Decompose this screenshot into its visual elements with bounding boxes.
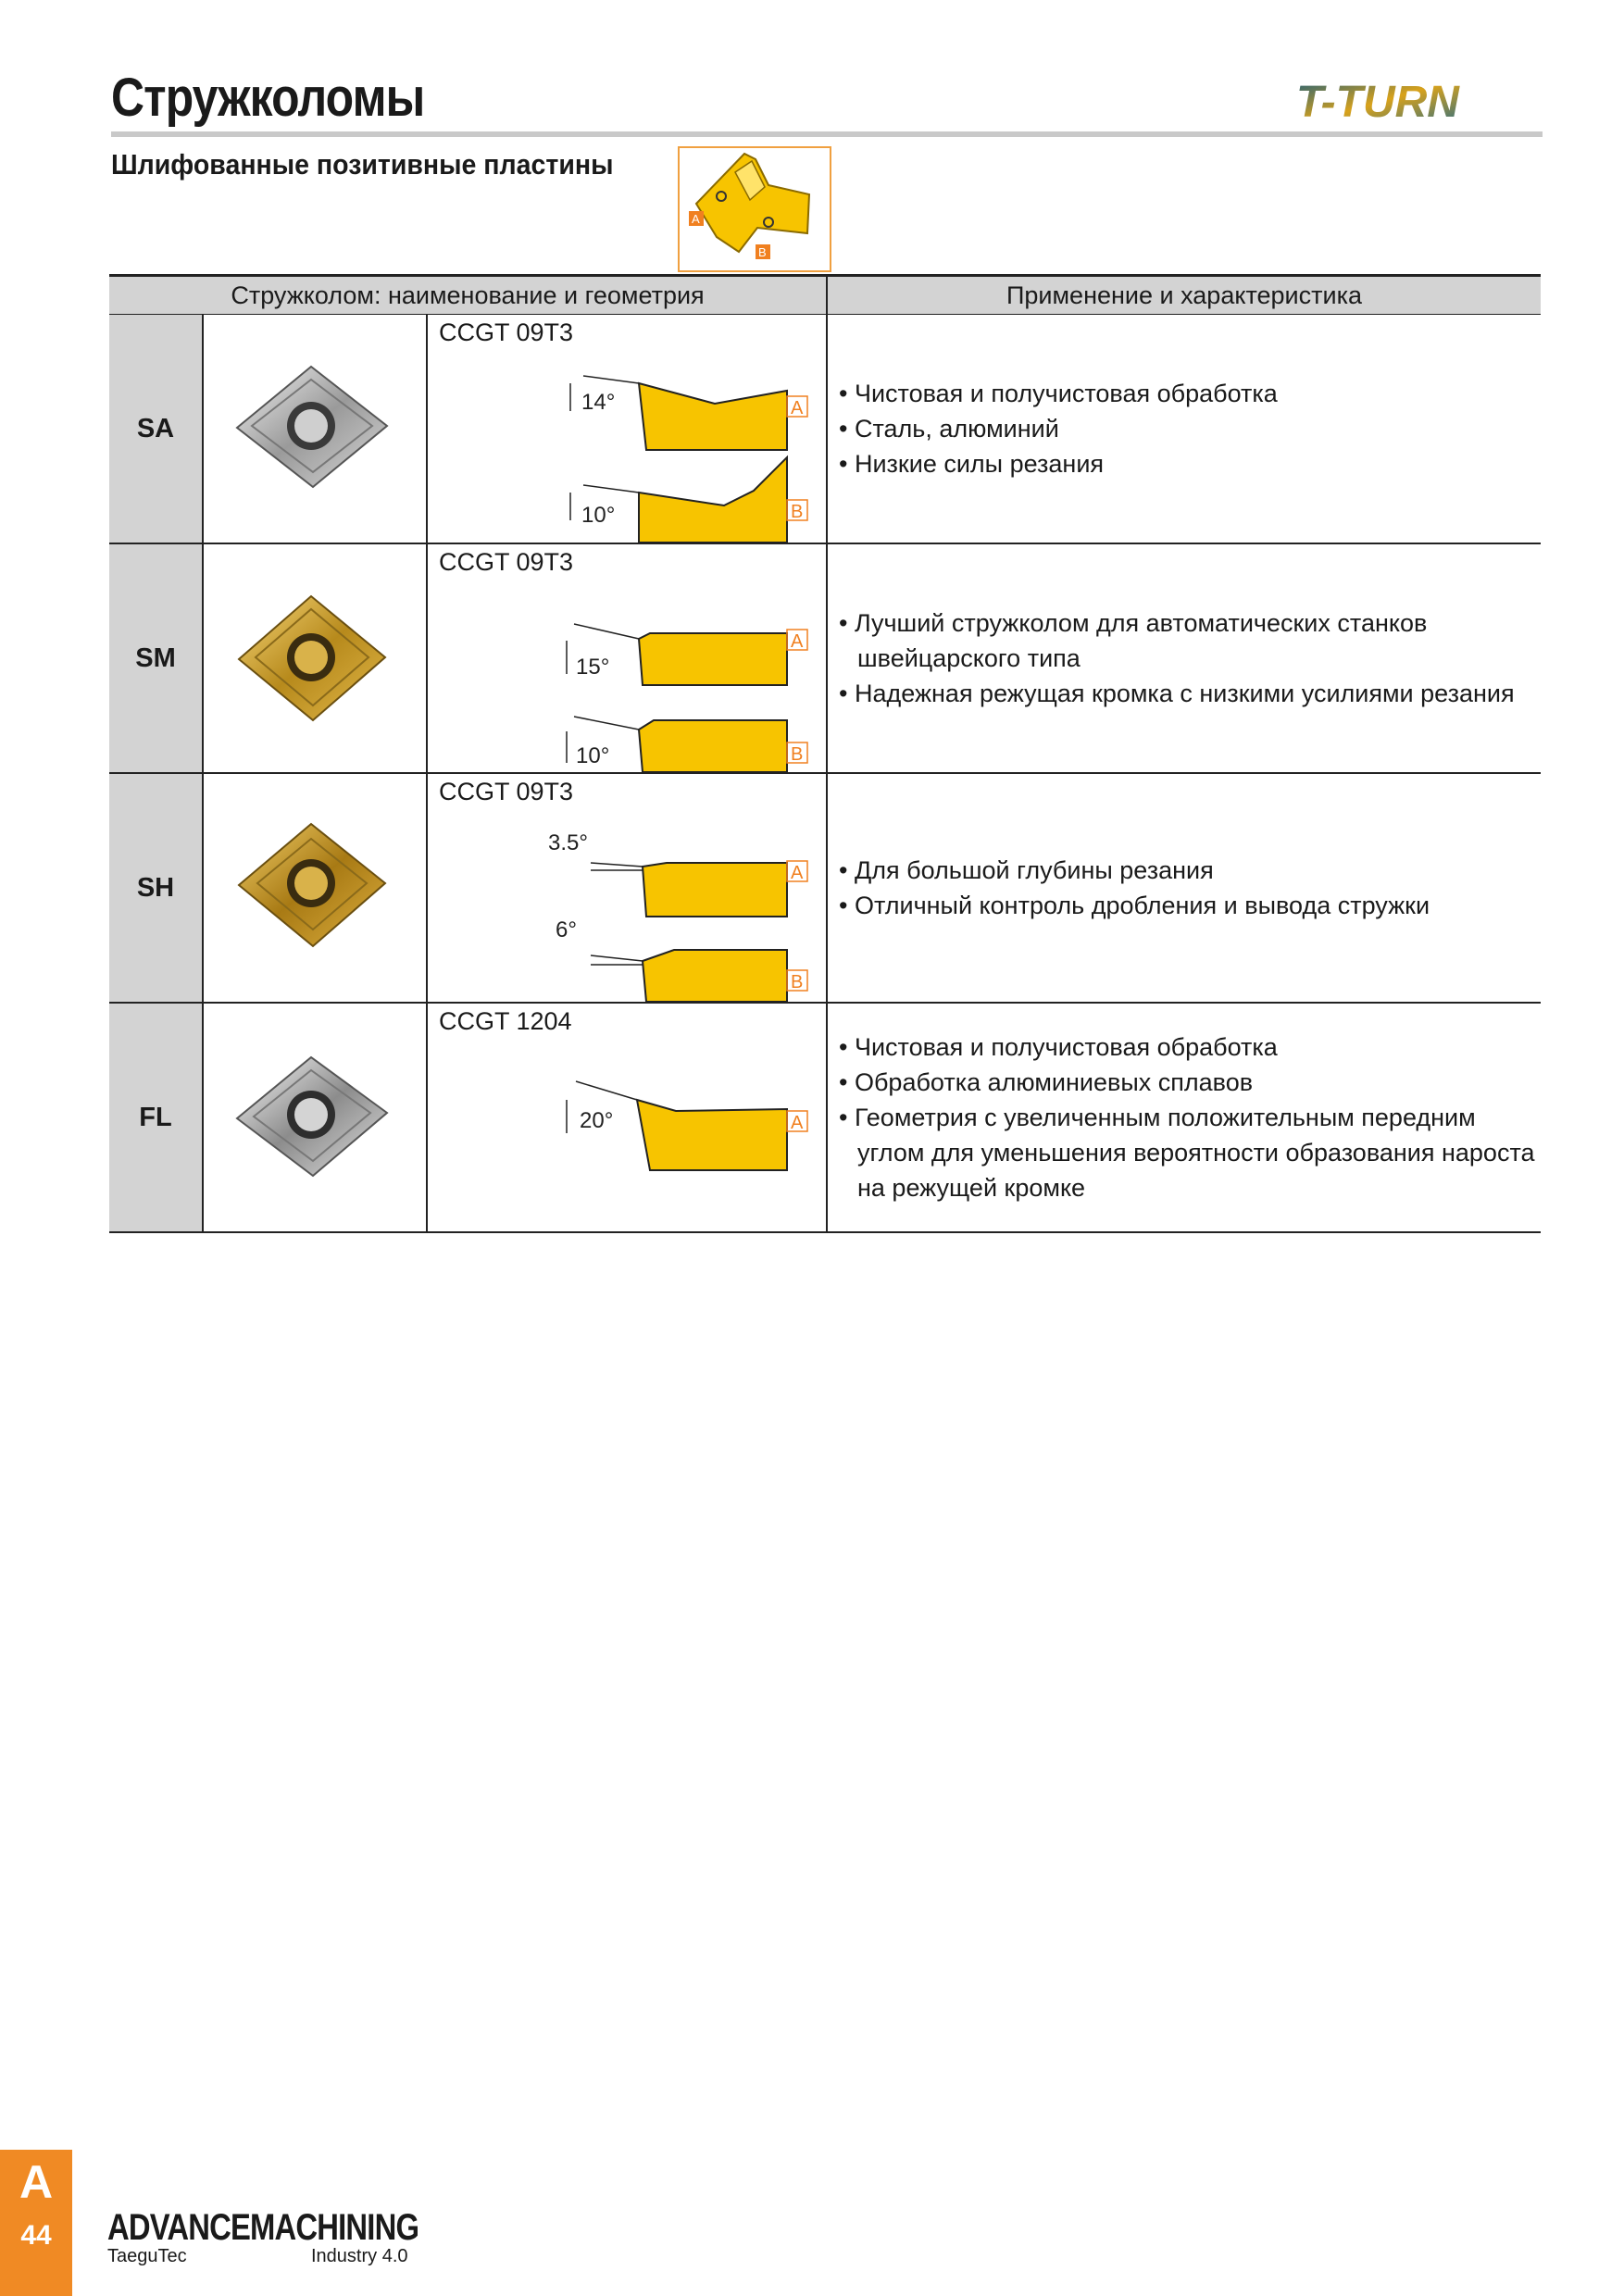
svg-text:A: A: [791, 631, 804, 652]
list-item: • Обработка алюминиевых сплавов: [839, 1065, 1541, 1100]
svg-text:20°: 20°: [580, 1108, 614, 1133]
brand-company: TaeguTec: [107, 2246, 187, 2266]
geometry-section-diagram: [428, 315, 828, 544]
column-header-geometry: Стружколом: наименование и геометрия: [109, 274, 828, 315]
chipbreaker-code: FL: [109, 1004, 204, 1231]
insert-image-cell: [204, 1004, 428, 1231]
application-cell: [828, 1004, 1541, 1231]
geometry-cell: [428, 1004, 828, 1231]
list-item: • Лучший стружколом для автоматических станков швейцарского типа: [839, 605, 1541, 676]
chipbreaker-code: SM: [109, 544, 204, 772]
geometry-cell: [428, 315, 828, 543]
section-letter: A: [19, 2156, 54, 2208]
list-item: • Чистовая и получистовая обработка: [839, 376, 1541, 411]
application-cell: [828, 544, 1541, 772]
application-cell: [828, 315, 1541, 543]
insert-designation: CCGT 1204: [439, 1007, 572, 1035]
gold-insert-icon: [204, 544, 426, 774]
geometry-section-diagram: [428, 1004, 828, 1233]
header-divider: [111, 131, 1543, 137]
svg-text:B: B: [791, 502, 804, 522]
page-tab: [0, 2150, 72, 2296]
column-header-application: Применение и характеристика: [828, 274, 1541, 315]
svg-text:6°: 6°: [556, 917, 577, 942]
list-item: • Сталь, алюминий: [839, 411, 1541, 446]
table-row-fl: [109, 1004, 1541, 1233]
svg-text:3.5°: 3.5°: [548, 830, 588, 855]
silver-insert-icon: [204, 1004, 426, 1233]
silver-insert-icon: [204, 315, 426, 544]
insert-image-cell: [204, 315, 428, 543]
svg-text:A: A: [791, 398, 804, 418]
svg-text:A: A: [692, 212, 700, 226]
insert-designation: CCGT 09T3: [439, 548, 574, 576]
list-item: • Для большой глубины резания: [839, 853, 1541, 888]
svg-text:A: A: [791, 1113, 804, 1133]
geometry-cell: [428, 544, 828, 772]
table-row-sm: [109, 544, 1541, 774]
svg-text:T-TURN: T-TURN: [1296, 78, 1459, 127]
svg-text:10°: 10°: [581, 503, 616, 528]
page-number: 44: [20, 2220, 52, 2251]
chipbreaker-code: SA: [109, 315, 204, 543]
brand-tagline: Industry 4.0: [311, 2246, 408, 2266]
insert-thumbnail: [678, 146, 831, 272]
list-item: • Отличный контроль дробления и вывода стружки: [839, 888, 1541, 923]
svg-text:14°: 14°: [581, 390, 616, 415]
gold-insert-icon: [204, 774, 426, 1004]
svg-text:15°: 15°: [576, 655, 610, 680]
insert-designation: CCGT 09T3: [439, 778, 574, 805]
list-item: • Чистовая и получистовая обработка: [839, 1029, 1541, 1065]
page-title: Стружколомы: [111, 68, 425, 128]
svg-text:B: B: [791, 744, 804, 765]
svg-text:B: B: [791, 972, 804, 992]
insert-image-cell: [204, 544, 428, 772]
list-item: • Геометрия с увеличенным положительным передним углом для уменьшения вероятности образования нароста на режущей кромке: [839, 1100, 1541, 1205]
geometry-cell: [428, 774, 828, 1002]
svg-text:B: B: [758, 245, 767, 259]
geometry-section-diagram: [428, 774, 828, 1004]
list-item: • Низкие силы резания: [839, 446, 1541, 481]
section-subtitle: Шлифованные позитивные пластины: [111, 148, 614, 181]
chipbreaker-code: SH: [109, 774, 204, 1002]
insert-designation: CCGT 09T3: [439, 318, 574, 346]
table-row-sa: [109, 315, 1541, 544]
list-item: • Надежная режущая кромка с низкими усилиями резания: [839, 676, 1541, 711]
brand-logo: ADVANCEMACHINING: [107, 2207, 419, 2248]
insert-image-cell: [204, 774, 428, 1002]
table-row-sh: [109, 774, 1541, 1004]
application-cell: [828, 774, 1541, 1002]
svg-text:A: A: [791, 863, 804, 883]
t-turn-logo: [1293, 74, 1548, 130]
svg-text:10°: 10°: [576, 743, 610, 768]
geometry-section-diagram: [428, 544, 828, 774]
